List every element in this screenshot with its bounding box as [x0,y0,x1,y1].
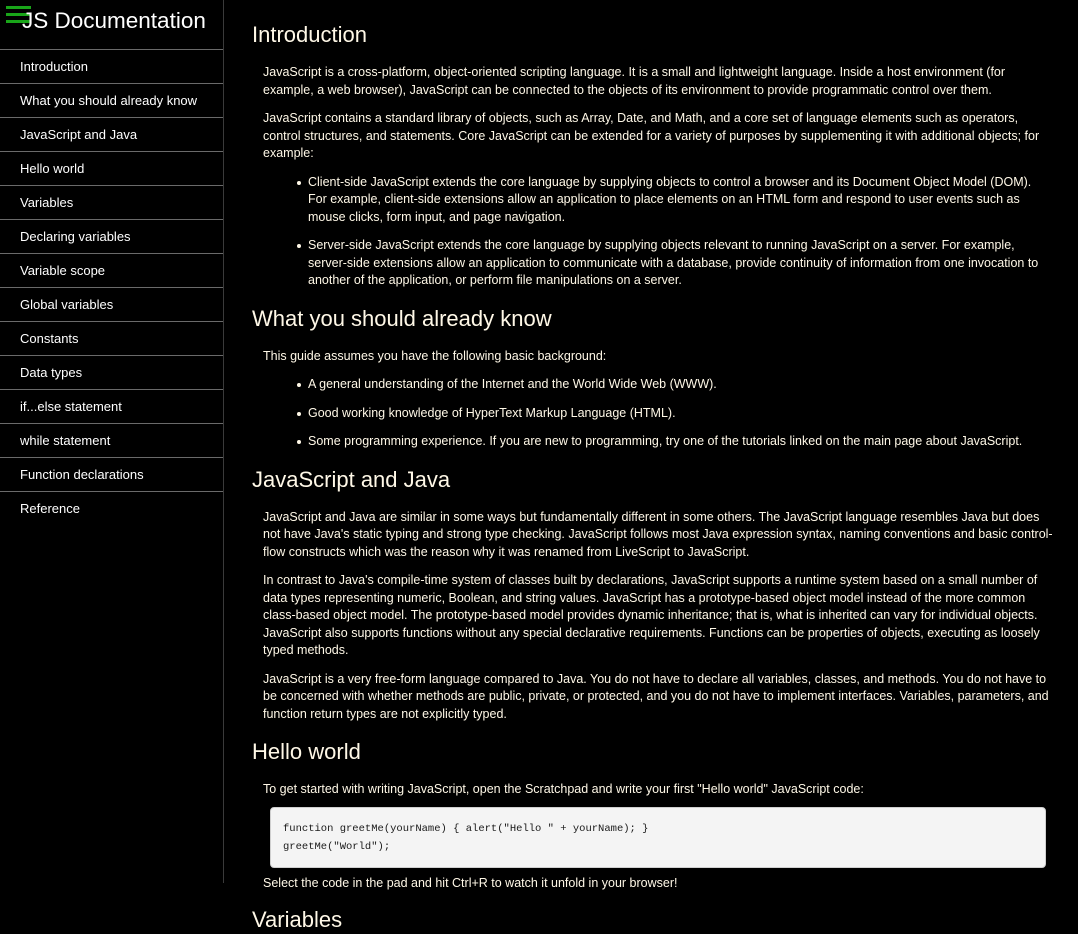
paragraph: To get started with writing JavaScript, open the Scratchpad and write your first "Hello world" JavaScript code: [263,782,864,796]
section-what-you-should-already-know [252,305,1052,451]
section-title-hello-world: Hello world [252,739,361,764]
section-title-what-you-should-already-know: What you should already know [252,305,552,331]
navbar [0,0,224,883]
list-item: Some programming experience. If you are new to programming, try one of the tutorials linked on the main page about JavaScript. [308,433,1053,451]
paragraph: Select the code in the pad and hit Ctrl+R to watch it unfold in your browser! [263,875,678,890]
nav-link-introduction[interactable]: Introduction [0,49,223,83]
section-title-introduction: Introduction [252,22,367,47]
nav-link-if-else-statement[interactable]: if...else statement [0,389,223,423]
section-introduction [252,21,1052,290]
nav-link-constants[interactable]: Constants [0,321,223,355]
list-item: A general understanding of the Internet and the World Wide Web (WWW). [308,376,1053,394]
nav-link-reference[interactable]: Reference [0,491,223,525]
nav-link-variables[interactable]: Variables [0,185,223,219]
nav-link-javascript-and-java[interactable]: JavaScript and Java [0,117,223,151]
list-item: Server-side JavaScript extends the core language by supplying objects relevant to running JavaScript on a server. For example, server-side extensions allow an application to communicate with a database, provide continuity of information from one invocation to another of the application, or perform file manipulations on a server. [308,237,1053,290]
section-variables [252,906,1052,934]
nav-link-declaring-variables[interactable]: Declaring variables [0,219,223,253]
paragraph: JavaScript is a cross-platform, object-oriented scripting language. It is a small and lightweight language. Inside a host environment (for example, a web browser), JavaScript can be connected to the objects of its environment to provide programmatic control over them. [263,65,1006,97]
list-item: Client-side JavaScript extends the core language by supplying objects to control a browser and its Document Object Model (DOM). For example, client-side extensions allow an application to place elements on an HTML form and respond to user events such as mouse clicks, form input, and page navigation. [308,174,1053,227]
paragraph: JavaScript is a very free-form language compared to Java. You do not have to declare all variables, classes, and methods. You do not have to be concerned with whether methods are public, private, or protected, and you do not have to implement interfaces. Variables, parameters, and function return types are not explicitly typed. [263,671,1049,721]
section-javascript-and-java [252,466,1052,724]
nav-list [0,49,223,525]
nav-link-variable-scope[interactable]: Variable scope [0,253,223,287]
nav-link-data-types[interactable]: Data types [0,355,223,389]
nav-link-function-declarations[interactable]: Function declarations [0,457,223,491]
main-doc [252,0,1053,932]
nav-header: JS Documentation [22,8,206,33]
list-item: Good working knowledge of HyperText Markup Language (HTML). [308,405,1053,423]
code-block[interactable]: function greetMe(yourName) { alert("Hello " + yourName); } greetMe("World"); [270,807,1046,868]
nav-link-while-statement[interactable]: while statement [0,423,223,457]
bullet-list [252,376,1053,451]
section-hello-world [252,738,1052,892]
paragraph: JavaScript and Java are similar in some ways but fundamentally different in some others. The JavaScript language resembles Java but does not have Java's static typing and strong type checking. JavaScript follows most Java expression syntax, naming conventions and basic control-flow constructs which was the reason why it was renamed from LiveScript to JavaScript. [263,509,1053,559]
bullet-list [252,174,1053,290]
nav-link-hello-world[interactable]: Hello world [0,151,223,185]
paragraph: JavaScript contains a standard library of objects, such as Array, Date, and Math, and a core set of language elements such as operators, control structures, and statements. Core JavaScript can be extended for a variety of purposes by supplementing it with additional objects; for example: [263,111,1040,160]
paragraph: In contrast to Java's compile-time system of classes built by declarations, JavaScript supports a runtime system based on a small number of data types representing numeric, Boolean, and string values. JavaScript has a prototype-based object model instead of the more common class-based object model. The prototype-based model provides dynamic inheritance; that is, what is inherited can vary for individual objects. JavaScript also supports functions without any special declarative requirements. Functions can be properties of objects, executing as loosely typed methods. [263,573,1040,657]
section-title-javascript-and-java: JavaScript and Java [252,466,451,492]
nav-link-global-variables[interactable]: Global variables [0,287,223,321]
paragraph: This guide assumes you have the following basic background: [263,348,607,363]
section-title-variables: Variables [252,907,343,932]
nav-link-what-you-should-already-know[interactable]: What you should already know [0,83,223,117]
